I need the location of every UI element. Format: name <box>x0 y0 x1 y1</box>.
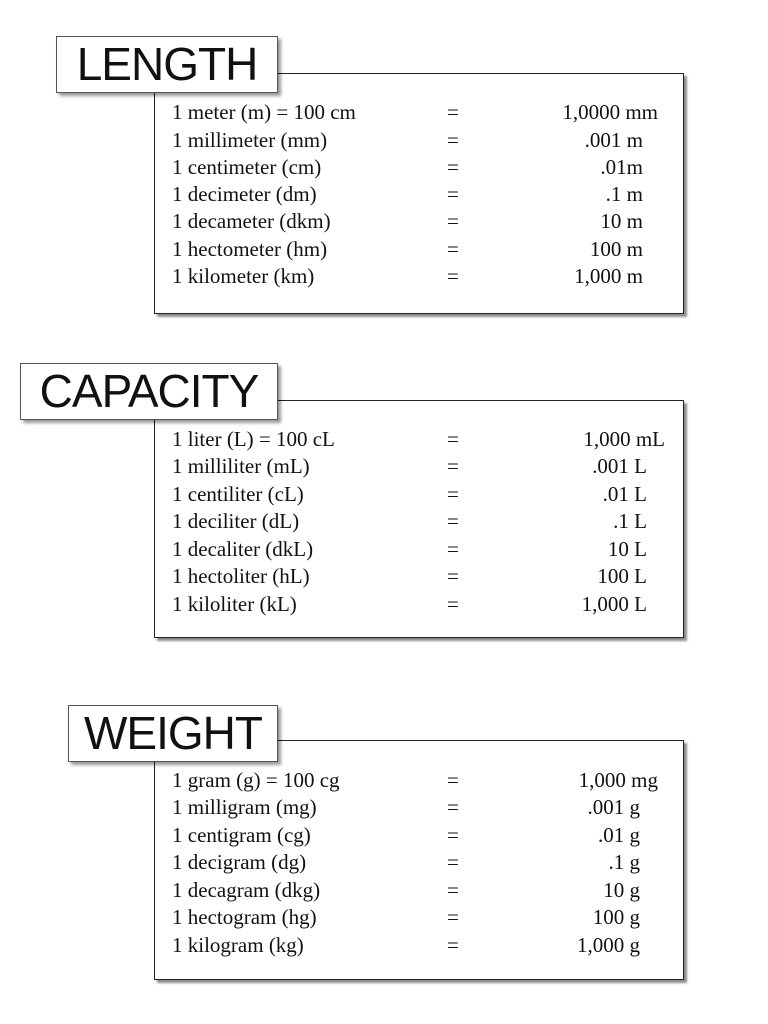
unit-definition: 1 centimeter (cm) <box>172 155 322 179</box>
length-row <box>155 127 683 154</box>
unit-value: .01m <box>600 155 643 179</box>
equals-sign: = <box>447 509 459 533</box>
unit-definition: 1 decaliter (dkL) <box>172 537 314 561</box>
unit-value: .001 m <box>584 128 643 152</box>
unit-definition: 1 deciliter (dL) <box>172 509 300 533</box>
weight-row <box>155 767 683 794</box>
unit-definition: 1 kilometer (km) <box>172 264 315 288</box>
equals-sign: = <box>447 905 459 929</box>
unit-value: 100 m <box>589 237 643 261</box>
unit-value: .01 g <box>598 823 640 847</box>
unit-definition: 1 hectometer (hm) <box>172 237 328 261</box>
capacity-row <box>155 453 683 480</box>
length-row <box>155 208 683 235</box>
capacity-table-card <box>154 400 684 638</box>
weight-row <box>155 904 683 931</box>
weight-row <box>155 822 683 849</box>
length-row <box>155 181 683 208</box>
unit-definition: 1 millimeter (mm) <box>172 128 328 152</box>
equals-sign: = <box>447 182 459 206</box>
equals-sign: = <box>447 933 459 957</box>
length-row <box>155 99 683 126</box>
equals-sign: = <box>447 768 459 792</box>
unit-value: 100 g <box>592 905 640 929</box>
equals-sign: = <box>447 823 459 847</box>
equals-sign: = <box>447 592 459 616</box>
equals-sign: = <box>447 454 459 478</box>
unit-definition: 1 kilogram (kg) <box>172 933 304 957</box>
equals-sign: = <box>447 482 459 506</box>
equals-sign: = <box>447 427 459 451</box>
unit-value: .01 L <box>602 482 647 506</box>
equals-sign: = <box>447 537 459 561</box>
capacity-row <box>155 591 683 618</box>
weight-row <box>155 849 683 876</box>
capacity-row <box>155 536 683 563</box>
length-row <box>155 154 683 181</box>
capacity-row <box>155 481 683 508</box>
equals-sign: = <box>447 850 459 874</box>
weight-row <box>155 877 683 904</box>
equals-sign: = <box>447 795 459 819</box>
equals-sign: = <box>447 878 459 902</box>
unit-definition: 1 centiliter (cL) <box>172 482 304 506</box>
unit-definition: 1 milliliter (mL) <box>172 454 310 478</box>
length-row <box>155 236 683 263</box>
unit-definition: 1 decigram (dg) <box>172 850 307 874</box>
weight-heading: WEIGHT <box>68 705 278 762</box>
capacity-heading: CAPACITY <box>20 363 278 420</box>
unit-definition: 1 milligram (mg) <box>172 795 317 819</box>
equals-sign: = <box>447 564 459 588</box>
equals-sign: = <box>447 155 459 179</box>
unit-definition: 1 meter (m) = 100 cm <box>172 100 356 124</box>
unit-definition: 1 centigram (cg) <box>172 823 311 847</box>
unit-definition: 1 kiloliter (kL) <box>172 592 297 616</box>
equals-sign: = <box>447 264 459 288</box>
equals-sign: = <box>447 128 459 152</box>
length-row <box>155 263 683 290</box>
unit-definition: 1 hectogram (hg) <box>172 905 317 929</box>
unit-definition: 1 liter (L) = 100 cL <box>172 427 335 451</box>
unit-value: 1,0000 mm <box>562 100 658 124</box>
unit-value: .1 L <box>613 509 647 533</box>
unit-value: 10 L <box>607 537 647 561</box>
weight-row <box>155 932 683 959</box>
weight-table-card <box>154 740 684 980</box>
unit-value: 1,000 mg <box>578 768 658 792</box>
unit-definition: 1 decameter (dkm) <box>172 209 331 233</box>
unit-value: 1,000 L <box>581 592 647 616</box>
unit-value: .001 L <box>592 454 647 478</box>
unit-value: 10 m <box>600 209 643 233</box>
unit-value: 1,000 m <box>574 264 643 288</box>
equals-sign: = <box>447 237 459 261</box>
length-heading: LENGTH <box>56 36 278 93</box>
unit-value: 10 g <box>603 878 640 902</box>
capacity-row <box>155 426 683 453</box>
unit-definition: 1 decagram (dkg) <box>172 878 321 902</box>
unit-definition: 1 gram (g) = 100 cg <box>172 768 340 792</box>
unit-value: .1 m <box>605 182 643 206</box>
capacity-row <box>155 563 683 590</box>
unit-value: 100 L <box>597 564 647 588</box>
length-table-card <box>154 73 684 314</box>
capacity-row <box>155 508 683 535</box>
weight-row <box>155 794 683 821</box>
unit-definition: 1 decimeter (dm) <box>172 182 317 206</box>
unit-value: 1,000 g <box>577 933 640 957</box>
equals-sign: = <box>447 100 459 124</box>
equals-sign: = <box>447 209 459 233</box>
unit-value: .001 g <box>587 795 640 819</box>
unit-definition: 1 hectoliter (hL) <box>172 564 310 588</box>
unit-value: .1 g <box>608 850 640 874</box>
unit-value: 1,000 mL <box>583 427 665 451</box>
